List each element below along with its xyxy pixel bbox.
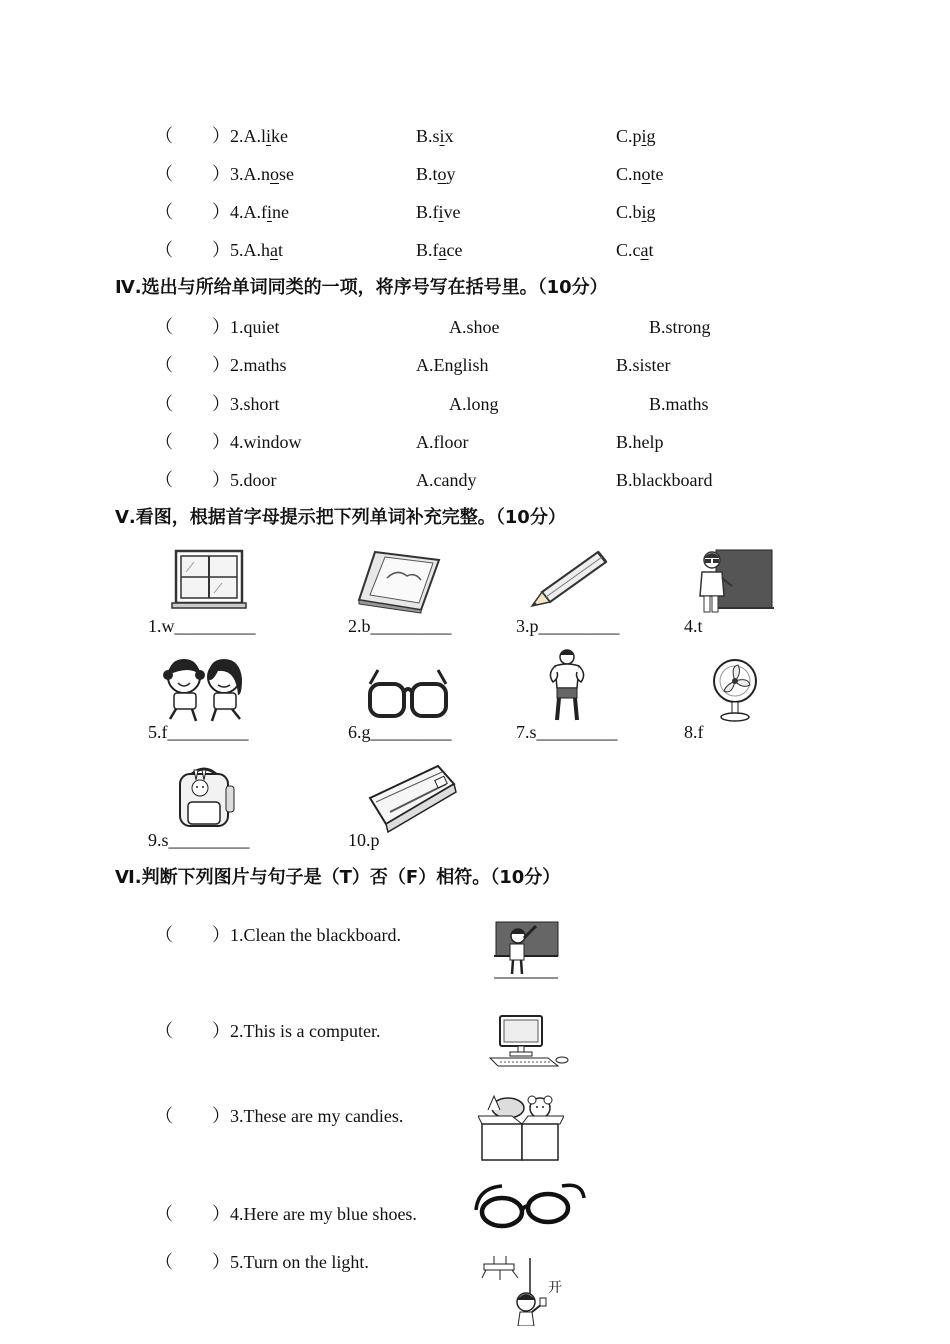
question-word: ）3.short xyxy=(212,394,280,414)
answer-bracket-open[interactable]: （ xyxy=(155,394,173,414)
answer-bracket-open[interactable]: （ xyxy=(155,317,173,337)
option-b: B.strong xyxy=(649,317,711,337)
option-b: B.toy xyxy=(416,164,456,184)
answer-bracket-open[interactable]: （ xyxy=(155,925,173,945)
section5-title: Ⅴ.看图，根据首字母提示把下列单词补充完整。（10分） xyxy=(115,507,566,528)
answer-item[interactable]: 9.s_________ xyxy=(148,830,250,850)
option-b: B.help xyxy=(616,432,664,452)
answer-item[interactable]: 10.p xyxy=(348,830,380,850)
question-word: ）1.quiet xyxy=(212,317,280,337)
answer-bracket-open[interactable]: （ xyxy=(155,355,173,375)
answer-item[interactable]: 5.f_________ xyxy=(148,722,249,742)
answer-bracket-open[interactable]: （ xyxy=(155,470,173,490)
option-b: B.six xyxy=(416,126,454,146)
answer-item[interactable]: 6.g_________ xyxy=(348,722,452,742)
option-a: A.candy xyxy=(416,470,477,490)
glasses-icon xyxy=(366,666,450,722)
question-number: ）3.A.nose xyxy=(212,164,294,184)
option-a: A.long xyxy=(449,394,499,414)
option-b: B.blackboard xyxy=(616,470,713,490)
option-c: C.cat xyxy=(616,240,654,260)
friends-icon xyxy=(160,655,250,723)
option-a: A.shoe xyxy=(449,317,500,337)
option-c: C.note xyxy=(616,164,664,184)
fan-icon xyxy=(710,657,760,723)
statement: ）2.This is a computer. xyxy=(212,1021,381,1041)
answer-item[interactable]: 1.w_________ xyxy=(148,616,256,636)
question-number: ）4.A.fine xyxy=(212,202,290,222)
section4-title: Ⅳ.选出与所给单词同类的一项，将序号写在括号里。（10分） xyxy=(115,277,608,298)
statement: ）5.Turn on the light. xyxy=(212,1252,369,1272)
answer-bracket-open[interactable]: （ xyxy=(155,1252,173,1272)
glasses-icon xyxy=(472,1180,588,1230)
option-b: B.maths xyxy=(649,394,709,414)
toy-box-icon xyxy=(478,1090,564,1162)
switch-label: 开 xyxy=(548,1280,562,1296)
answer-item[interactable]: 8.f xyxy=(684,722,704,742)
question-number: ）5.A.hat xyxy=(212,240,284,260)
option-c: C.big xyxy=(616,202,656,222)
statement: ）4.Here are my blue shoes. xyxy=(212,1204,417,1224)
answer-bracket-open[interactable]: （ xyxy=(155,240,173,260)
strong-man-icon xyxy=(545,648,589,724)
option-b: B.sister xyxy=(616,355,671,375)
computer-icon xyxy=(488,1012,574,1070)
window-icon xyxy=(170,548,248,610)
section6-title: Ⅵ.判断下列图片与句子是（T）否（F）相符。（10分） xyxy=(115,867,561,888)
option-b: B.face xyxy=(416,240,463,260)
answer-bracket-open[interactable]: （ xyxy=(155,1021,173,1041)
answer-item[interactable]: 2.b_________ xyxy=(348,616,452,636)
answer-bracket-open[interactable]: （ xyxy=(155,432,173,452)
answer-item[interactable]: 4.t xyxy=(684,616,703,636)
option-c: C.pig xyxy=(616,126,656,146)
question-word: ）2.maths xyxy=(212,355,287,375)
statement: ）1.Clean the blackboard. xyxy=(212,925,401,945)
pencil-box-icon xyxy=(366,762,460,834)
pencil-icon xyxy=(528,546,612,608)
question-word: ）5.door xyxy=(212,470,277,490)
answer-bracket-open[interactable]: （ xyxy=(155,1204,173,1224)
answer-bracket-open[interactable]: （ xyxy=(155,1106,173,1126)
clean-blackboard-icon xyxy=(492,918,560,982)
option-b: B.five xyxy=(416,202,461,222)
question-word: ）4.window xyxy=(212,432,302,452)
answer-bracket-open[interactable]: （ xyxy=(155,164,173,184)
statement: ）3.These are my candies. xyxy=(212,1106,404,1126)
answer-item[interactable]: 7.s_________ xyxy=(516,722,618,742)
question-number: ）2.A.like xyxy=(212,126,289,146)
answer-item[interactable]: 3.p_________ xyxy=(516,616,620,636)
schoolbag-icon xyxy=(170,764,238,830)
book-icon xyxy=(355,548,441,614)
answer-bracket-open[interactable]: （ xyxy=(155,202,173,222)
answer-bracket-open[interactable]: （ xyxy=(155,126,173,146)
option-a: A.English xyxy=(416,355,489,375)
option-a: A.floor xyxy=(416,432,469,452)
teacher-icon xyxy=(698,548,774,614)
